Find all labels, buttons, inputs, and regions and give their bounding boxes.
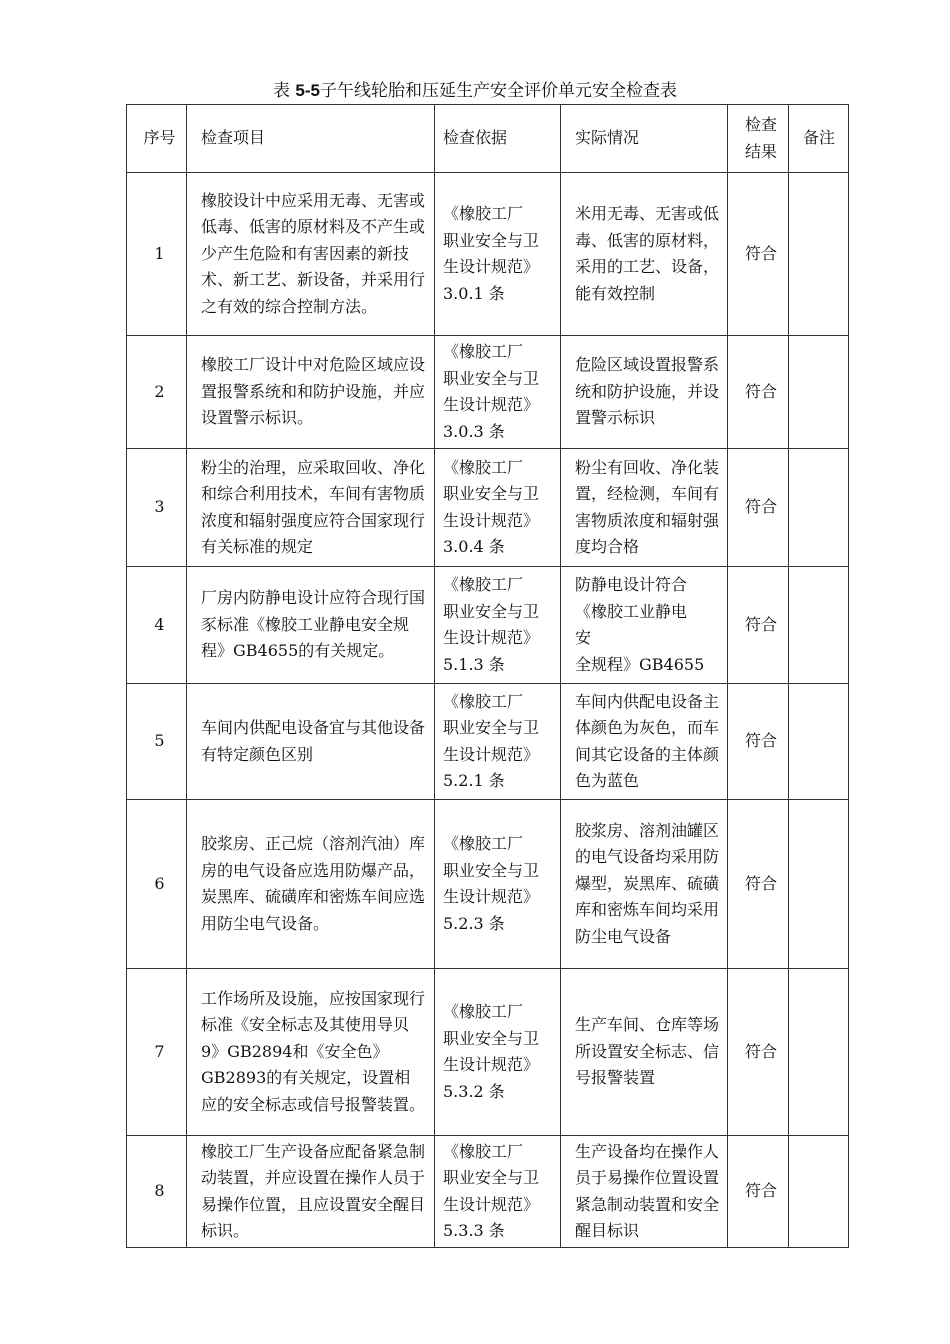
row-actual-status (561, 969, 728, 1136)
row-check-result (728, 567, 789, 684)
row-check-result (728, 336, 789, 449)
row-note (789, 336, 849, 449)
row-check-basis-text: 《橡胶工厂 职业安全与卫 生设计规范》 5.3.2 条 (443, 1002, 540, 1101)
table-row (127, 969, 849, 1136)
row-index-text: 7 (154, 1041, 165, 1061)
caption-number: 5-5 (295, 81, 320, 100)
table-row (127, 684, 849, 800)
row-index (127, 449, 187, 567)
row-note (789, 567, 849, 684)
row-actual-status (561, 800, 728, 969)
table-row (127, 336, 849, 449)
row-index (127, 969, 187, 1136)
table-row (127, 800, 849, 969)
table-row (127, 449, 849, 567)
row-check-basis (435, 684, 561, 800)
row-check-basis (435, 449, 561, 567)
header-item: 检查项目 (187, 105, 435, 173)
row-check-result-text: 符合 (744, 243, 777, 263)
row-index (127, 684, 187, 800)
row-check-item (187, 336, 435, 449)
row-check-basis-text: 《橡胶工厂 职业安全与卫 生设计规范》 3.0.3 条 (443, 342, 540, 441)
row-check-result-text: 符合 (744, 1041, 777, 1061)
row-note (789, 449, 849, 567)
row-check-result-text: 符合 (744, 1181, 777, 1201)
row-index-text: 4 (154, 614, 165, 634)
row-check-basis-text: 《橡胶工厂 职业安全与卫 生设计规范》 3.0.1 条 (443, 204, 540, 303)
header-result: 检查 结果 (728, 105, 789, 173)
table-row (127, 567, 849, 684)
row-check-result (728, 1136, 789, 1248)
row-actual-status-text: 生产设备均在操作人员于易操作位置设置紧急制动装置和安全醒目标识 (575, 1141, 719, 1240)
row-check-item-text: 胶浆房、正己烷（溶剂汽油）库房的电气设备应选用防爆产品，炭黑库、硫磺库和密炼车间应选用防尘电气设备。 (201, 834, 426, 933)
table-row (127, 1136, 849, 1248)
row-actual-status-text: 粉尘有回收、净化装置，经检测，车间有害物质浓度和辐射强度均合格 (575, 457, 719, 556)
row-check-basis (435, 567, 561, 684)
row-check-item (187, 449, 435, 567)
caption-prefix: 表 (273, 81, 290, 101)
row-note (789, 173, 849, 336)
row-actual-status-text: 车间内供配电设备主体颜色为灰色，而车间其它设备的主体颜色为蓝色 (575, 691, 719, 790)
row-check-result (728, 800, 789, 969)
row-actual-status (561, 1136, 728, 1248)
row-check-item (187, 1136, 435, 1248)
row-check-result (728, 449, 789, 567)
row-actual-status-text: 米用无毒、无害或低毒、低害的原材料，采用的工艺、设备，能有效控制 (575, 204, 719, 303)
table-body (127, 173, 849, 1248)
header-note: 备注 (789, 105, 849, 173)
row-check-basis (435, 336, 561, 449)
row-check-result-text: 符合 (744, 873, 777, 893)
row-check-basis (435, 173, 561, 336)
row-actual-status (561, 173, 728, 336)
caption-text: 子午线轮胎和压延生产安全评价单元安全检查表 (319, 81, 677, 101)
row-check-result (728, 684, 789, 800)
header-index: 序号 (127, 105, 187, 173)
row-check-item (187, 684, 435, 800)
row-index (127, 173, 187, 336)
row-actual-status (561, 684, 728, 800)
row-check-item (187, 969, 435, 1136)
row-index (127, 800, 187, 969)
row-index-text: 1 (154, 243, 165, 263)
row-actual-status (561, 336, 728, 449)
row-check-basis-text: 《橡胶工厂 职业安全与卫 生设计规范》 5.1.3 条 (443, 575, 540, 674)
header-basis: 检查依据 (435, 105, 561, 173)
row-check-result-text: 符合 (744, 731, 777, 751)
table-row (127, 173, 849, 336)
row-index-text: 6 (154, 873, 165, 893)
row-check-basis (435, 1136, 561, 1248)
row-check-basis (435, 969, 561, 1136)
table-caption (0, 79, 950, 103)
row-check-item-text: 橡胶设计中应采用无毒、无害或低毒、低害的原材料及不产生或少产生危险和有害因素的新技术、新工艺、新设备，并采用行之有效的综合控制方法。 (201, 190, 426, 316)
row-check-result (728, 969, 789, 1136)
row-check-result-text: 符合 (744, 497, 777, 517)
row-actual-status (561, 449, 728, 567)
row-index (127, 1136, 187, 1248)
row-note (789, 684, 849, 800)
row-index (127, 336, 187, 449)
row-note (789, 1136, 849, 1248)
row-index-text: 8 (154, 1181, 165, 1201)
row-index-text: 2 (154, 381, 165, 401)
row-actual-status-text: 生产车间、仓库等场所设置安全标志、信号报警装置 (575, 1015, 719, 1088)
header-row (127, 105, 849, 173)
row-check-result (728, 173, 789, 336)
row-index-text: 3 (154, 497, 165, 517)
row-actual-status (561, 567, 728, 684)
row-check-item-text: 橡胶工厂生产设备应配备紧急制动装置，并应设置在操作人员于易操作位置，且应设置安全醒目标识。 (201, 1141, 426, 1240)
row-check-basis-text: 《橡胶工厂 职业安全与卫 生设计规范》 5.3.3 条 (443, 1141, 540, 1240)
header-actual: 实际情况 (561, 105, 728, 173)
row-check-item (187, 173, 435, 336)
row-check-item (187, 567, 435, 684)
safety-checklist-table (126, 104, 849, 1248)
row-check-basis-text: 《橡胶工厂 职业安全与卫 生设计规范》 3.0.4 条 (443, 457, 540, 556)
row-actual-status-text: 防静电设计符合 《橡胶工业静电 安 全规程》GB4655 (575, 575, 705, 674)
row-check-basis (435, 800, 561, 969)
row-check-item-text: 橡胶工厂设计中对危险区域应设置报警系统和和防护设施，并应设置警示标识。 (201, 355, 426, 428)
row-check-item-text: 工作场所及设施，应按国家现行标准《安全标志及其使用导贝9》GB2894和《安全色》GB2893的有关规定，设置相应的安全标志或信号报警装置。 (201, 988, 426, 1114)
row-check-item-text: 车间内供配电设备宜与其他设备有特定颜色区别 (201, 718, 426, 764)
row-check-basis-text: 《橡胶工厂 职业安全与卫 生设计规范》 5.2.3 条 (443, 834, 540, 933)
row-index (127, 567, 187, 684)
row-actual-status-text: 危险区域设置报警系统和防护设施，并设置警示标识 (575, 355, 719, 428)
row-check-item-text: 厂房内防静电设计应符合现行国豕标准《橡胶工业静电安全规程》GB4655的有关规定。 (201, 588, 426, 661)
row-note (789, 800, 849, 969)
row-check-basis-text: 《橡胶工厂 职业安全与卫 生设计规范》 5.2.1 条 (443, 691, 540, 790)
row-check-item (187, 800, 435, 969)
row-check-item-text: 粉尘的治理，应采取回收、净化和综合利用技术，车间有害物质浓度和辐射强度应符合国家现行有关标准的规定 (201, 457, 426, 556)
row-note (789, 969, 849, 1136)
row-check-result-text: 符合 (744, 614, 777, 634)
row-check-result-text: 符合 (744, 381, 777, 401)
row-index-text: 5 (154, 731, 165, 751)
row-actual-status-text: 胶浆房、溶剂油罐区的电气设备均采用防爆型，炭黑库、硫磺库和密炼车间均采用防尘电气设备 (575, 820, 719, 946)
